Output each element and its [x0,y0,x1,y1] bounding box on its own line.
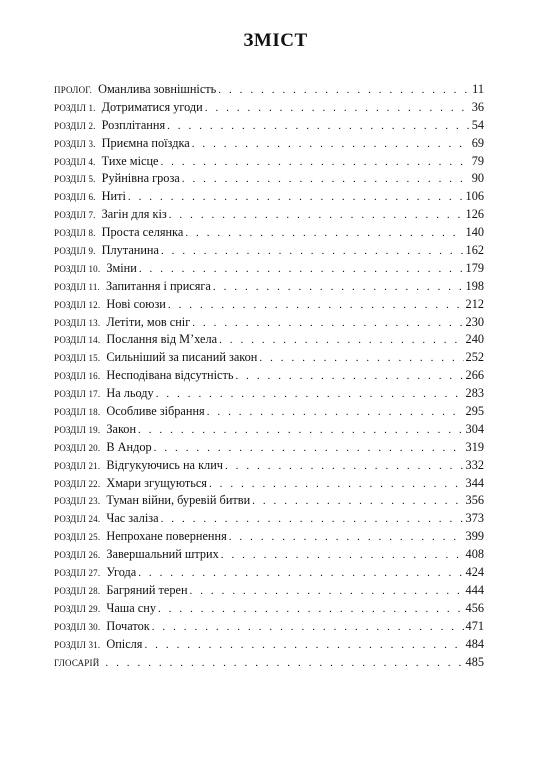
toc-entry-title: Туман війни, буревій битви [106,493,251,508]
toc-entry-title: Угода [106,565,137,580]
toc-entry-page-number: 54 [471,117,484,132]
toc-entry-title: Чаша сну [106,600,156,615]
toc-entry [54,350,484,368]
toc-entry-title: Відгукуючись на клич [106,457,223,472]
toc-entry-page-number: 266 [465,368,484,383]
dot-leader [235,370,463,382]
dot-leader [205,102,470,114]
toc-entry-page-number: 344 [465,475,484,490]
toc-entry-title: Розплітання [101,117,166,132]
dot-leader [219,334,463,346]
toc-entry-prefix: РОЗДІЛ 23. [54,496,101,507]
toc-entry-prefix: РОЗДІЛ 9. [54,246,96,257]
toc-entry [54,565,484,583]
toc-entry-title: Загін для кіз [101,207,167,222]
toc-entry-prefix: РОЗДІЛ 4. [54,156,96,167]
dot-leader [160,156,469,168]
toc-entry-title: Багряний терен [106,582,188,597]
toc-entry-prefix: РОЗДІЛ 15. [54,353,101,364]
toc-entry-prefix: РОЗДІЛ 30. [54,621,101,632]
toc-entry [54,154,484,172]
toc-entry-title: Час заліза [106,511,159,526]
toc-entry [54,136,484,154]
toc-entry-page-number: 179 [465,260,484,275]
toc-entry-title: Непрохане повернення [106,529,227,544]
dot-leader [225,460,464,472]
toc-entry-title: Летіти, мов сніг [106,314,191,329]
toc-entry [54,332,484,350]
toc-entry-prefix: РОЗДІЛ 28. [54,585,101,596]
dot-leader [192,317,463,329]
toc-entry-prefix: РОЗДІЛ 19. [54,424,101,435]
toc-entry-page-number: 444 [465,582,484,597]
toc-entry-page-number: 212 [465,296,484,311]
toc-entry-title: Плутанина [101,243,159,258]
dot-leader [169,209,464,221]
toc-entry-page-number: 485 [465,654,484,669]
toc-entry [54,637,484,655]
dot-leader [259,352,463,364]
toc-entry [54,386,484,404]
toc-entry-prefix: РОЗДІЛ 5. [54,174,96,185]
toc-entry-page-number: 456 [465,600,484,615]
toc-entry-prefix: РОЗДІЛ 10. [54,263,101,274]
toc-entry-page-number: 230 [465,314,484,329]
toc-entry [54,655,484,673]
toc-entry [54,297,484,315]
dot-leader [229,531,464,543]
toc-entry-title: Руйнівна гроза [101,171,180,186]
toc-entry [54,583,484,601]
toc-entry-page-number: 252 [465,350,484,365]
toc-entry-title: Послання від М’хела [106,332,218,347]
toc-entry-prefix: РОЗДІЛ 31. [54,639,101,650]
toc-entry [54,225,484,243]
toc-entry [54,207,484,225]
toc-entry-prefix: РОЗДІЛ 16. [54,371,101,382]
toc-entry [54,368,484,386]
dot-leader [207,406,464,418]
toc-entry [54,315,484,333]
toc-entry [54,422,484,440]
dot-leader [128,191,464,203]
dot-leader [156,388,464,400]
toc-entry-page-number: 319 [465,439,484,454]
toc-entry-page-number: 11 [472,82,484,96]
dot-leader [190,585,464,597]
toc-entry [54,476,484,494]
toc-entry-prefix: РОЗДІЛ 21. [54,460,101,471]
toc-entry-page-number: 471 [465,618,484,633]
dot-leader [158,603,464,615]
toc-entry-page-number: 295 [465,404,484,419]
toc-entry [54,547,484,565]
toc-entry-title: Проста селянка [101,225,184,240]
toc-entry [54,404,484,422]
toc-entry-prefix: РОЗДІЛ 24. [54,514,101,525]
toc-entry-page-number: 484 [465,636,484,651]
toc-entry-title: Дотриматися угоди [101,99,203,114]
toc-entry-title: Сильніший за писаний закон [106,350,258,365]
toc-entry-page-number: 408 [465,547,484,562]
toc-entry-page-number: 90 [471,171,484,186]
toc-entry-prefix: РОЗДІЛ 8. [54,228,96,239]
dot-leader [185,227,463,239]
toc-entry-title: Хмари згущуються [106,475,207,490]
dot-leader [161,513,464,525]
dot-leader [152,621,464,633]
toc-entry-title: Несподівана відсутність [106,368,234,383]
toc-entry-page-number: 198 [465,278,484,293]
toc-entry [54,82,484,100]
toc-entry-page-number: 283 [465,386,484,401]
toc-entry-title: Закон [106,421,137,436]
toc-entry-page-number: 399 [465,529,484,544]
dot-leader [144,639,463,651]
dot-leader [167,120,470,132]
toc-entry-prefix: РОЗДІЛ 29. [54,603,101,614]
toc-entry-page-number: 240 [465,332,484,347]
toc-entry-prefix: РОЗДІЛ 11. [54,281,100,292]
toc-entry [54,493,484,511]
toc-entry [54,511,484,529]
dot-leader [182,173,470,185]
toc-entry-page-number: 106 [465,189,484,204]
toc-entry-prefix: РОЗДІЛ 13. [54,317,101,328]
toc-entry-title: Тихе місце [101,153,159,168]
toc-entry-title: Приємна поїздка [101,135,190,150]
toc-entry [54,601,484,619]
dot-leader [154,442,464,454]
toc-entry-page-number: 424 [465,565,484,580]
toc-entry [54,619,484,637]
toc-entry-prefix: ГЛОСАРІЙ [54,657,100,668]
toc-entry-prefix: РОЗДІЛ 3. [54,138,96,149]
dot-leader [139,263,464,275]
toc-entry-page-number: 356 [465,493,484,508]
toc-entry [54,261,484,279]
toc-entry-title: Нові союзи [106,296,166,311]
dot-leader [213,281,464,293]
toc-entry [54,458,484,476]
toc-entry-prefix: РОЗДІЛ 2. [54,120,96,131]
toc-entry-page-number: 79 [471,153,484,168]
toc-entry-title: На льоду [106,386,154,401]
toc-entry-prefix: РОЗДІЛ 17. [54,389,101,400]
toc-entry [54,189,484,207]
toc-entry-prefix: РОЗДІЛ 26. [54,550,101,561]
dot-leader [209,478,464,490]
toc-entry-title: Запитання і присяга [105,278,211,293]
toc-entry-title: Особливе зібрання [106,404,205,419]
toc-entry [54,118,484,136]
dot-leader [161,245,464,257]
toc-entry-prefix: РОЗДІЛ 6. [54,192,96,203]
toc-entry-page-number: 36 [471,99,484,114]
toc-entry-prefix: РОЗДІЛ 14. [54,335,101,346]
toc-entry-prefix: РОЗДІЛ 20. [54,442,101,453]
toc-entry-title: Початок [106,618,150,633]
toc-entry-page-number: 162 [465,243,484,258]
dot-leader [252,495,463,507]
toc-entry-title: Завершальний штрих [106,547,219,562]
toc-entry-page-number: 126 [465,207,484,222]
toc-entry-page-number: 140 [465,225,484,240]
toc-entry-prefix: РОЗДІЛ 12. [54,299,101,310]
toc-entry-title: Нитi [101,189,126,204]
toc-entry-page-number: 69 [471,135,484,150]
toc-entry [54,440,484,458]
dot-leader [105,657,463,669]
toc-entry-title: В Андор [106,439,152,454]
dot-leader [138,424,464,436]
toc-entry-prefix: РОЗДІЛ 25. [54,532,101,543]
dot-leader [221,549,464,561]
toc-entry-prefix: РОЗДІЛ 22. [54,478,101,489]
toc-entry-page-number: 373 [465,511,484,526]
toc-entry [54,100,484,118]
toc-entry [54,279,484,297]
toc-entry [54,243,484,261]
toc-entry-page-number: 304 [465,421,484,436]
toc-entry-prefix: РОЗДІЛ 7. [54,210,96,221]
table-of-contents [54,82,484,672]
toc-entry-title: Опісля [106,636,143,651]
toc-entry [54,529,484,547]
toc-entry-page-number: 332 [465,457,484,472]
toc-entry-title: Оманлива зовнішність [98,82,217,96]
toc-entry-prefix: РОЗДІЛ 18. [54,407,101,418]
toc-entry-prefix: ПРОЛОГ. [54,85,93,95]
dot-leader [138,567,463,579]
toc-entry [54,171,484,189]
toc-entry-title: Зміни [106,260,137,275]
dot-leader [218,84,470,96]
dot-leader [192,138,470,150]
toc-entry-prefix: РОЗДІЛ 1. [54,102,96,113]
dot-leader [168,299,464,311]
toc-entry-prefix: РОЗДІЛ 27. [54,568,101,579]
page-title: ЗМІСТ [243,30,308,51]
